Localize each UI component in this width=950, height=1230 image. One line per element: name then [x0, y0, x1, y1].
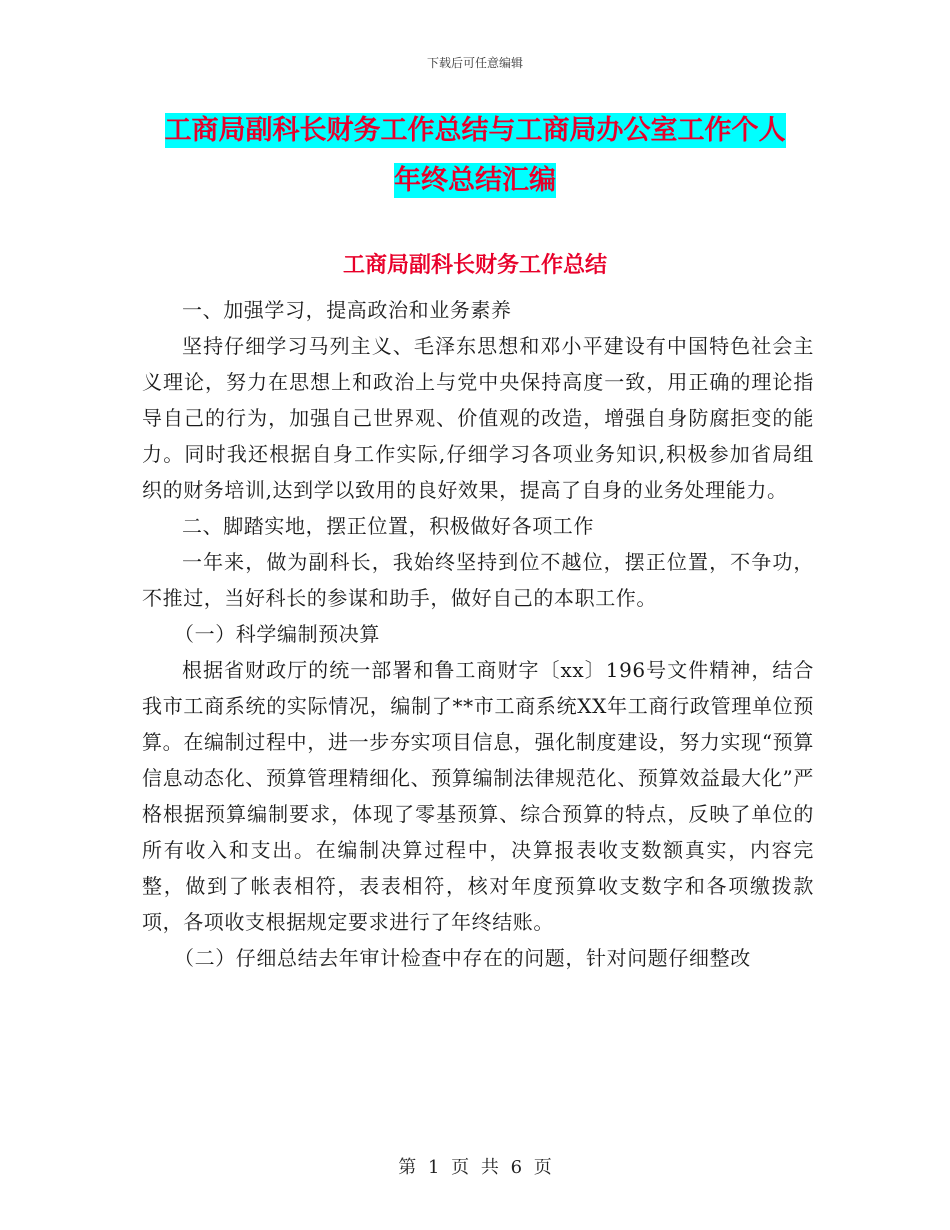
heading-1: 一、加强学习，提高政治和业务素养 — [182, 298, 512, 322]
document-body — [142, 292, 814, 976]
section-title: 工商局副科长财务工作总结 — [342, 253, 607, 278]
header-note: 下载后可任意编辑 — [426, 56, 523, 70]
paragraph: 一年来，做为副科长，我始终坚持到位不越位，摆正位置，不争功，不推过，当好科长的参谋和助手，做好自己的本职工作。 — [142, 550, 814, 610]
page-footer: 第 1 页 共 6 页 — [398, 1157, 552, 1178]
paragraph: 坚持仔细学习马列主义、毛泽东思想和邓小平建设有中国特色社会主义理论，努力在思想上和政治上与党中央保持高度一致，用正确的理论指导自己的行为，加强自己世界观、价值观的改造，增强自身防腐拒变的能力。同时我还根据自身工作实际,仔细学习各项业务知识,积极参加省局组织的财务培训,达到学以致用的良好效果，提高了自身的业务处理能力。 — [142, 334, 814, 502]
title-line-2: 年终总结汇编 — [394, 165, 556, 196]
heading-2: 二、脚踏实地，摆正位置，积极做好各项工作 — [182, 514, 594, 538]
document-title — [140, 106, 810, 206]
subheading-2: （二）仔细总结去年审计检查中存在的问题，针对问题仔细整改 — [174, 946, 751, 970]
title-line-1: 工商局副科长财务工作总结与工商局办公室工作个人 — [164, 115, 786, 146]
paragraph: 根据省财政厅的统一部署和鲁工商财字〔xx〕196号文件精神，结合我市工商系统的实际情况，编制了**市工商系统XX年工商行政管理单位预算。在编制过程中，进一步夯实项目信息，强化制度建设，努力实现“预算信息动态化、预算管理精细化、预算编制法律规范化、预算效益最大化”严格根据预算编制要求，体现了零基预算、综合预算的特点，反映了单位的所有收入和支出。在编制决算过程中，决算报表收支数额真实，内容完整，做到了帐表相符，表表相符，核对年度预算收支数字和各项缴拨款项，各项收支根据规定要求进行了年终结账。 — [142, 658, 814, 934]
subheading-1: （一）科学编制预决算 — [174, 622, 380, 646]
